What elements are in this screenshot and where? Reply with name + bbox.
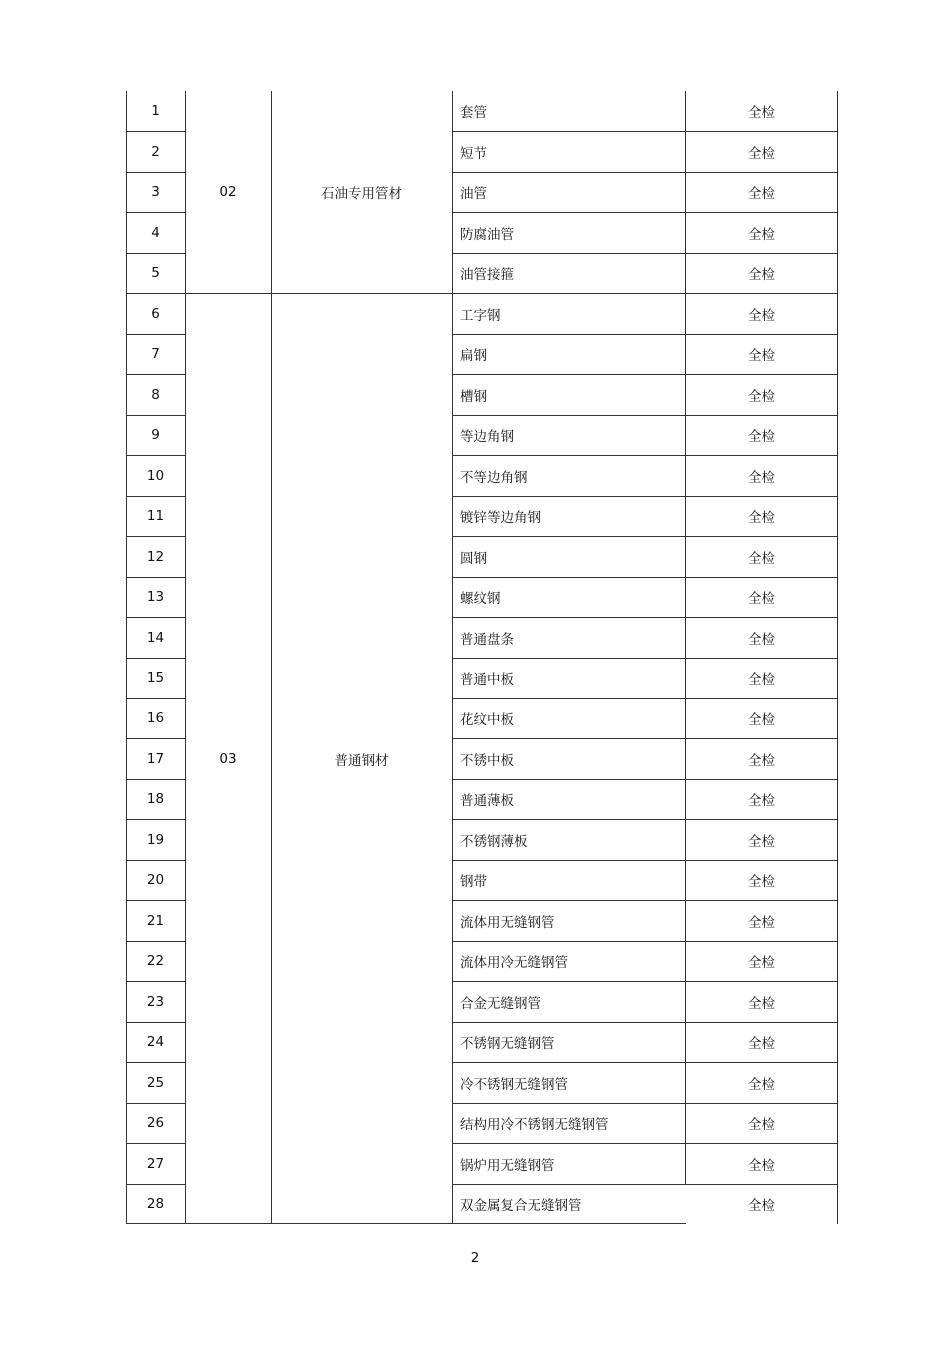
inspection-method: 全检 (748, 1157, 775, 1174)
material-name: 合金无缝钢管 (460, 995, 541, 1012)
row-number: 3 (151, 184, 160, 200)
row-number: 1 (151, 103, 160, 119)
inspection-method: 全检 (748, 1117, 775, 1133)
material-name: 镀锌等边角钢 (460, 510, 541, 526)
row-number: 11 (146, 508, 165, 524)
row-number: 21 (146, 912, 165, 929)
inspection-method: 全检 (748, 1198, 775, 1214)
inspection-method: 全检 (748, 429, 775, 445)
inspection-method: 全检 (748, 1036, 775, 1052)
material-name: 普通薄板 (460, 793, 514, 809)
row-number: 8 (151, 386, 160, 403)
row-number: 19 (146, 831, 165, 848)
material-name: 不锈钢无缝钢管 (460, 1036, 555, 1052)
material-name: 防腐油管 (460, 226, 514, 243)
material-name: 双金属复合无缝钢管 (460, 1198, 582, 1214)
material-name: 油管接箍 (460, 267, 514, 283)
row-number: 13 (146, 589, 165, 605)
material-name: 短节 (460, 145, 487, 162)
inspection-method: 全检 (748, 105, 775, 121)
row-number: 16 (146, 710, 165, 726)
row-number: 7 (151, 346, 160, 362)
row-number: 14 (146, 629, 165, 646)
material-name: 流体用冷无缝钢管 (460, 955, 568, 971)
row-number: 4 (151, 224, 160, 241)
row-number: 15 (146, 670, 165, 686)
material-name: 普通盘条 (460, 631, 514, 648)
inspection-method: 全检 (748, 793, 775, 809)
row-number: 26 (146, 1115, 165, 1131)
material-name: 等边角钢 (460, 429, 514, 445)
inspection-method: 全检 (748, 226, 775, 243)
row-number: 2 (151, 143, 160, 160)
material-name: 钢带 (460, 874, 487, 890)
page-number: 2 (470, 1250, 480, 1266)
inspection-method: 全检 (748, 348, 775, 364)
group-category: 石油专用管材 (321, 186, 402, 202)
row-number: 10 (146, 467, 165, 484)
inspection-method: 全检 (748, 752, 775, 769)
material-name: 不等边角钢 (460, 469, 528, 486)
row-number: 25 (146, 1074, 165, 1091)
row-number: 6 (151, 305, 160, 322)
material-name: 套管 (460, 105, 487, 121)
material-name: 冷不锈钢无缝钢管 (460, 1076, 568, 1093)
row-number: 17 (146, 750, 165, 767)
inspection-method: 全检 (748, 307, 775, 324)
material-name: 油管 (460, 186, 487, 202)
inspection-method: 全检 (748, 267, 775, 283)
material-name: 工字钢 (460, 307, 501, 324)
inspection-method: 全检 (748, 955, 775, 971)
inspection-table (126, 91, 838, 1224)
row-number: 20 (146, 872, 165, 888)
row-number: 9 (151, 427, 160, 443)
row-number: 23 (146, 993, 165, 1010)
inspection-method: 全检 (748, 145, 775, 162)
row-number: 22 (146, 953, 165, 969)
inspection-method: 全检 (748, 591, 775, 607)
inspection-method: 全检 (748, 672, 775, 688)
material-name: 花纹中板 (460, 712, 514, 728)
inspection-method: 全检 (748, 874, 775, 890)
inspection-method: 全检 (748, 914, 775, 931)
group-code: 03 (219, 750, 237, 767)
group-category: 普通钢材 (334, 752, 389, 769)
inspection-method: 全检 (748, 1076, 775, 1093)
material-name: 流体用无缝钢管 (460, 914, 555, 931)
material-name: 结构用冷不锈钢无缝钢管 (460, 1117, 609, 1133)
row-number: 18 (146, 791, 165, 807)
material-name: 不锈中板 (460, 752, 514, 769)
inspection-method: 全检 (748, 469, 775, 486)
material-name: 螺纹钢 (460, 591, 501, 607)
inspection-method: 全检 (748, 631, 775, 648)
row-number: 5 (151, 265, 160, 281)
inspection-method: 全检 (748, 833, 775, 850)
inspection-method: 全检 (748, 712, 775, 728)
row-number: 24 (146, 1034, 165, 1050)
material-name: 槽钢 (460, 388, 487, 405)
row-number: 12 (146, 548, 165, 565)
material-name: 锅炉用无缝钢管 (460, 1157, 555, 1174)
row-number: 28 (146, 1196, 165, 1212)
material-name: 圆钢 (460, 550, 487, 567)
inspection-method: 全检 (748, 510, 775, 526)
row-number: 27 (146, 1155, 165, 1172)
inspection-method: 全检 (748, 995, 775, 1012)
inspection-method: 全检 (748, 388, 775, 405)
group-code: 02 (219, 184, 237, 200)
inspection-method: 全检 (748, 186, 775, 202)
inspection-method: 全检 (748, 550, 775, 567)
material-name: 普通中板 (460, 672, 514, 688)
material-name: 不锈钢薄板 (460, 833, 528, 850)
material-name: 扁钢 (460, 348, 487, 364)
